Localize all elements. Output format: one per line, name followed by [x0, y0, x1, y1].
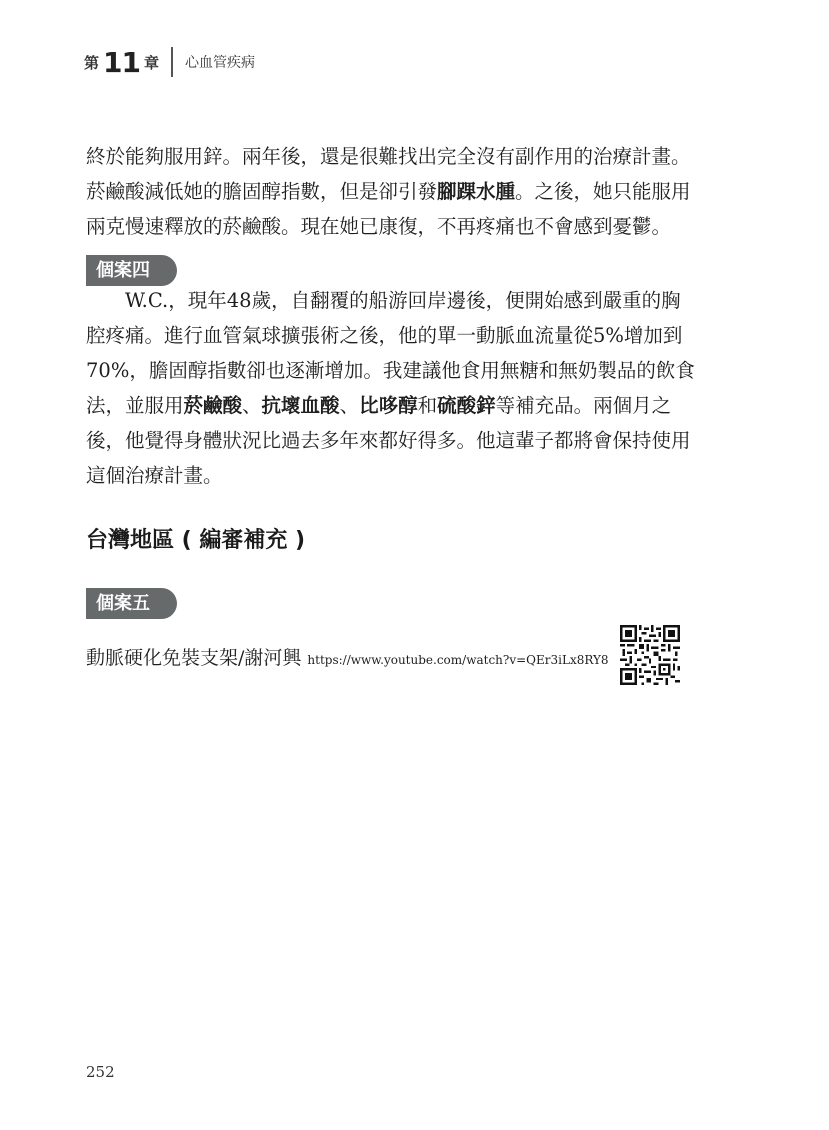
bold-term-pyridoxine: 比哆醇	[359, 394, 418, 417]
case4-line: W.C.，現年48歲，自翻覆的船游回岸邊後，便開始感到嚴重的胸	[86, 289, 681, 312]
intro-line: 兩克慢速釋放的菸鹼酸。現在她已康復，不再疼痛也不會感到憂鬱。	[86, 215, 672, 238]
chapter-number: 11	[103, 45, 140, 79]
case4-line: 腔疼痛。進行血管氣球擴張術之後，他的單一動脈血流量從5%增加到	[86, 324, 683, 347]
qr-code-icon[interactable]	[620, 625, 680, 685]
separator: 、	[242, 394, 262, 417]
bold-term-ankle-edema: 腳踝水腫	[437, 180, 516, 203]
intro-line	[86, 174, 734, 209]
chapter-title: 心血管疾病	[185, 55, 255, 71]
case4-line: 70%，膽固醇指數卻也逐漸增加。我建議他食用無糖和無奶製品的飲食	[86, 359, 695, 382]
intro-paragraph	[86, 139, 734, 244]
intro-text: 菸鹼酸減低她的膽固醇指數，但是卻引發	[86, 180, 438, 203]
case4-text: 等補充品。兩個月之	[495, 394, 672, 417]
page-number: 252	[86, 1063, 115, 1081]
case4-line	[86, 388, 734, 423]
bold-term-zinc-sulfate: 硫酸鋅	[437, 394, 496, 417]
case-tag-5: 個案五	[86, 588, 177, 619]
chapter-suffix: 章	[143, 53, 159, 72]
video-link[interactable]: https://www.youtube.com/watch?v=QEr3iLx8RY8	[307, 653, 609, 667]
header-divider	[171, 47, 173, 77]
bold-term-niacin: 菸鹼酸	[183, 394, 243, 417]
case4-line: 後，他覺得身體狀況比過去多年來都好得多。他這輩子都將會保持使用	[86, 429, 691, 452]
case4-text: 法，並服用	[86, 394, 184, 417]
video-title: 動脈硬化免裝支架/謝河興	[86, 647, 302, 669]
video-reference	[86, 643, 609, 670]
case-tag-4: 個案四	[86, 255, 177, 286]
separator: 、	[339, 394, 360, 417]
chapter-header	[84, 44, 255, 80]
bold-term-ascorbic-acid: 抗壞血酸	[261, 394, 340, 417]
chapter-prefix: 第	[84, 53, 100, 72]
intro-line: 終於能夠服用鋅。兩年後，還是很難找出完全沒有副作用的治療計畫。	[86, 145, 691, 168]
section-heading: 台灣地區 ( 編審補充 )	[86, 528, 306, 553]
intro-text: 。之後，她只能服用	[515, 180, 691, 203]
case4-paragraph	[86, 283, 734, 493]
case4-line: 這個治療計畫。	[86, 464, 223, 487]
separator: 和	[417, 394, 438, 417]
